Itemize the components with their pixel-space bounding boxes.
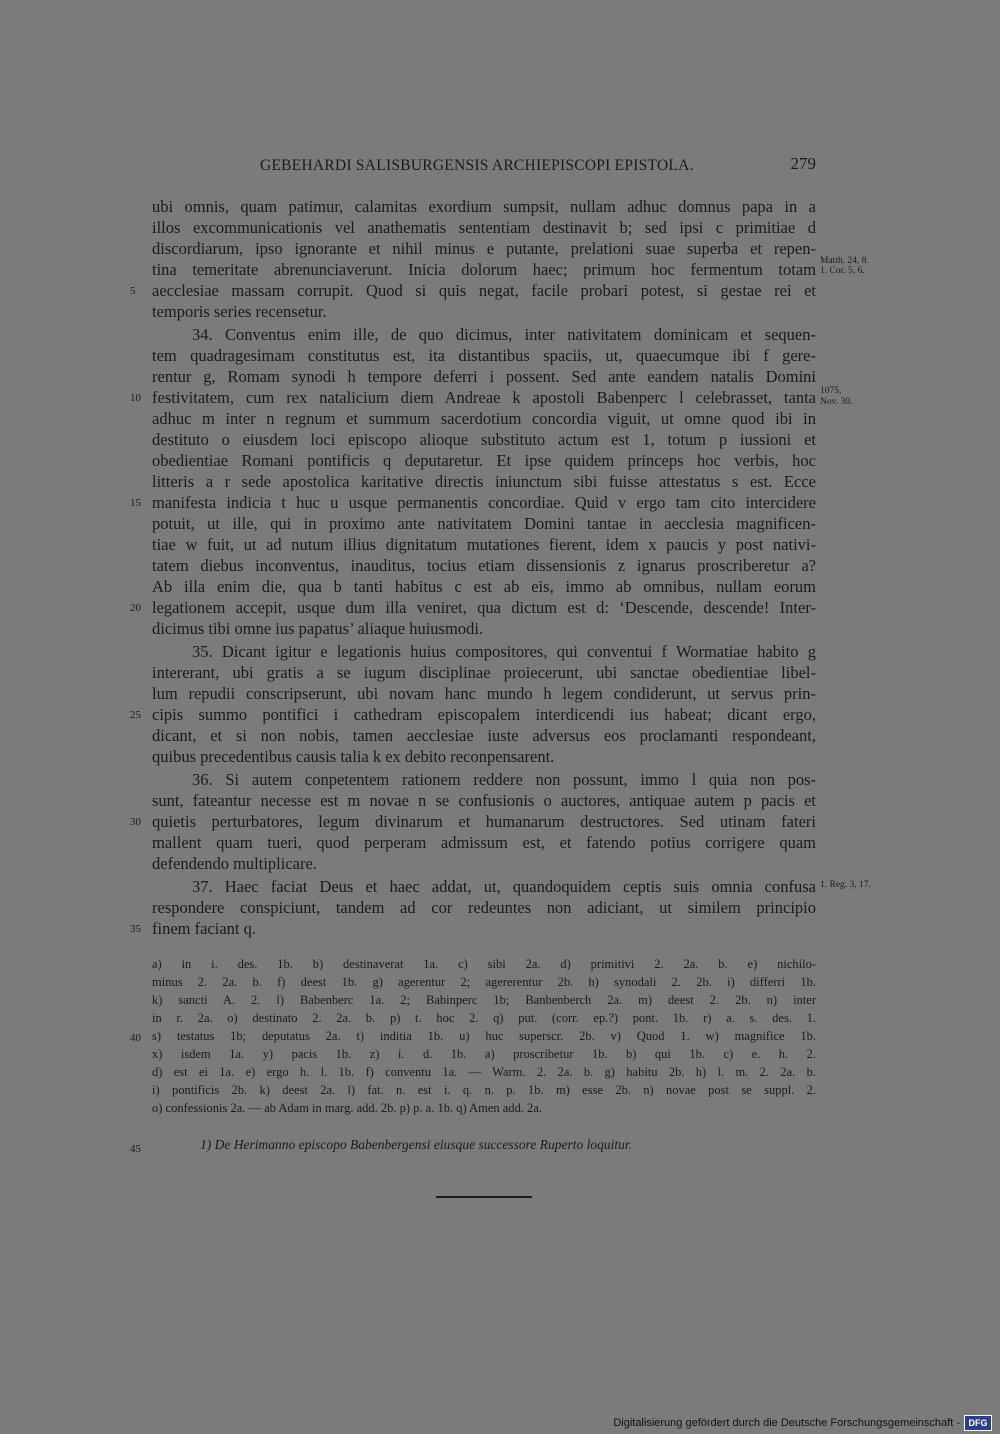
text-line: Ab illa enim die, qua b tanti habitus c est ab eis, immo ab omnibus, nullam eorum bbox=[152, 577, 816, 596]
text-line: respondere conspiciunt, tandem ad cor redeuntes non adiciant, ut similem principio bbox=[152, 898, 816, 917]
footnote-line: s) testatus 1b; deputatus 2a. t) inditia 1b. u) huc superscr. 2b. v) Quod 1. w) magnifice 1b. bbox=[152, 1029, 816, 1043]
text-line: obedientiae Romani pontificis q deputaretur. Et ipse quidem princeps hoc verbis, hoc bbox=[152, 451, 816, 470]
text-line: 35. Dicant igitur e legationis huius compositores, qui conventui f Wormatiae habito g bbox=[192, 642, 816, 661]
text-line: finem faciant q. bbox=[152, 919, 256, 938]
text-line: lum repudii conscripserunt, ubi novam hanc mundo h legem condiderunt, ut servus prin- bbox=[152, 684, 816, 703]
text-line: tem quadragesimam constitutus est, ita distantibus spaciis, ut, quaecumque ibi f gere- bbox=[152, 346, 816, 365]
footer-credit bbox=[613, 1415, 992, 1431]
margin-note: Matth. 24, 8. bbox=[820, 256, 869, 266]
text-line: defendendo multiplicare. bbox=[152, 854, 317, 873]
text-line: destituto o eiusdem loci episcopo alioque substituto actum est 1, totum p iussioni et bbox=[152, 430, 816, 449]
footnote-line: k) sancti A. 2. l) Babenberc 1a. 2; Babinperc 1b; Banbenberch 2a. m) deest 2. 2b. n) inter bbox=[152, 993, 816, 1007]
text-line: temporis series recensetur. bbox=[152, 302, 327, 321]
dfg-logo-icon: DFG bbox=[964, 1415, 992, 1431]
margin-note: 1. Cor. 5, 6. bbox=[820, 266, 865, 276]
text-line: sunt, fateantur necesse est m novae n se confusionis o auctores, antiquae autem p pacis et bbox=[152, 791, 816, 810]
text-line: potuit, ut ille, qui in proximo ante nativitatem Domini tantae in aecclesia magnificen- bbox=[152, 514, 816, 533]
line-number: 35 bbox=[130, 923, 141, 935]
text-line: quietis perturbatores, legum divinarum et humanarum destructores. Sed utinam fateri bbox=[152, 812, 816, 831]
footnote-line: minus 2. 2a. b. f) deest 1b. g) agerentur 2; agererentur 2b. h) synodali 2. 2b. i) differri 1b. bbox=[152, 975, 816, 989]
text-line: adhuc m inter n regnum et summum sacerdotium concordia viguit, ut omne quod ibi in bbox=[152, 409, 816, 428]
running-header bbox=[152, 152, 816, 182]
text-line: 36. Si autem conpetentem rationem reddere non possunt, immo l quia non pos- bbox=[192, 770, 816, 789]
text-line: aecclesiae massam corrupit. Quod si quis negat, facile probari potest, si gestae rei et bbox=[152, 281, 816, 300]
text-line: ubi omnis, quam patimur, calamitas exordium sumpsit, nullam adhuc domnus papa in a bbox=[152, 197, 816, 216]
line-number: 20 bbox=[130, 602, 141, 614]
text-line: 37. Haec faciat Deus et haec addat, ut, quandoquidem ceptis suis omnia confusa bbox=[192, 877, 816, 896]
text-line: legationem accepit, usque dum illa veniret, qua dictum est d: ‘Descende, descende! Inter- bbox=[152, 598, 816, 617]
margin-note: 1075, bbox=[820, 386, 842, 396]
text-line: rentur g, Romam synodi h tempore deferri i possent. Sed ante eandem natalis Domini bbox=[152, 367, 816, 386]
text-line: dicimus tibi omne ius papatus’ aliaque huiusmodi. bbox=[152, 619, 484, 638]
header-title: GEBEHARDI SALISBURGENSIS ARCHIEPISCOPI EPISTOLA. bbox=[260, 157, 694, 174]
end-rule bbox=[436, 1196, 532, 1198]
margin-note: Nov. 30. bbox=[820, 397, 853, 407]
text-line: intererant, ubi gratis a se iugum disciplinae proiecerunt, ubi sanctae obedientiae libel- bbox=[152, 663, 816, 682]
footnote-line: x) isdem 1a. y) pacis 1b. z) i. d. 1b. a) proscribetur 1b. b) qui 1b. c) e. h. 2. bbox=[152, 1047, 816, 1061]
text-line: tiae w fuit, ut ad nutum illius dignitatum mutationes fierent, idem x paucis y post nativi- bbox=[152, 535, 816, 554]
text-line: 34. Conventus enim ille, de quo dicimus, inter nativitatem dominicam et sequen- bbox=[192, 325, 816, 344]
line-number: 25 bbox=[130, 709, 141, 721]
footer-text: Digitalisierung gefördert durch die Deutsche Forschungsgemeinschaft - bbox=[613, 1417, 960, 1429]
text-line: discordiarum, ipso ignorante et nihil minus e putante, prelationi suae superba et repen- bbox=[152, 239, 816, 258]
line-number: 10 bbox=[130, 392, 141, 404]
line-number: 40 bbox=[130, 1032, 141, 1044]
footnote-line: d) est ei 1a. e) ergo h. l. 1b. f) conventu 1a. — Warm. 2. 2a. b. g) habitu 2b. h) l. m. 2. 2a. b. bbox=[152, 1065, 816, 1079]
line-number: 30 bbox=[130, 816, 141, 828]
text-line: litteris a r sede apostolica karitative directis iniunctum sibi fuisse attestatus s est. Ecce bbox=[152, 472, 816, 491]
text-line: quibus precedentibus causis talia k ex debito reconpensarent. bbox=[152, 747, 555, 766]
page-number: 279 bbox=[790, 154, 816, 173]
text-line: tina temeritate abrenunciaverunt. Inicia dolorum haec; primum hoc fermentum totam bbox=[152, 260, 816, 279]
line-number: 15 bbox=[130, 497, 141, 509]
footnote-line: i) pontificis 2b. k) deest 2a. l) fat. n. est i. q. n. p. 1b. m) esse 2b. n) novae post se suppl. 2. bbox=[152, 1083, 816, 1097]
text-line: illos excommunicationis vel anathematis sententiam destinavit b; sed ipsi c primitiae d bbox=[152, 218, 816, 237]
text-line: festivitatem, cum rex natalicium diem Andreae k apostoli Babenperc l celebrasset, tanta bbox=[152, 388, 816, 407]
text-line: tatem diebus inconventus, inauditus, tocius etiam dissensionis z ignarus proscriberetur a? bbox=[152, 556, 816, 575]
text-line: dicant, et si non nobis, tamen aecclesiae iuste adversus eos proclamanti respondeant, bbox=[152, 726, 816, 745]
text-line: mallent quam tueri, quod perperam admissum est, et fatendo potius corrigere quam bbox=[152, 833, 816, 852]
text-line: manifesta indicia t huc u usque permanentis concordiae. Quid v ergo tam cito intercidere bbox=[152, 493, 816, 512]
margin-note: 1. Reg. 3, 17. bbox=[820, 880, 871, 890]
explanatory-note: 1) De Herimanno episcopo Babenbergensi eiusque successore Ruperto loquitur. bbox=[200, 1137, 633, 1152]
line-number: 45 bbox=[130, 1143, 141, 1155]
footnote-line: a) in i. des. 1b. b) destinaverat 1a. c) sibi 2a. d) primitivi 2. 2a. b. e) nichilo- bbox=[152, 957, 816, 971]
text-line: cipis summo pontifici i cathedram episcopalem interdicendi ius habeat; dicant ergo, bbox=[152, 705, 816, 724]
line-number: 5 bbox=[130, 285, 136, 297]
footnote-line: in r. 2a. o) destinato 2. 2a. b. p) t. hoc 2. q) put. (corr. ep.?) pont. 1b. r) a. s. des. 1. bbox=[152, 1011, 816, 1025]
footnote-line: o) confessionis 2a. — ab Adam in marg. add. 2b. p) p. a. 1b. q) Amen add. 2a. bbox=[152, 1101, 542, 1115]
